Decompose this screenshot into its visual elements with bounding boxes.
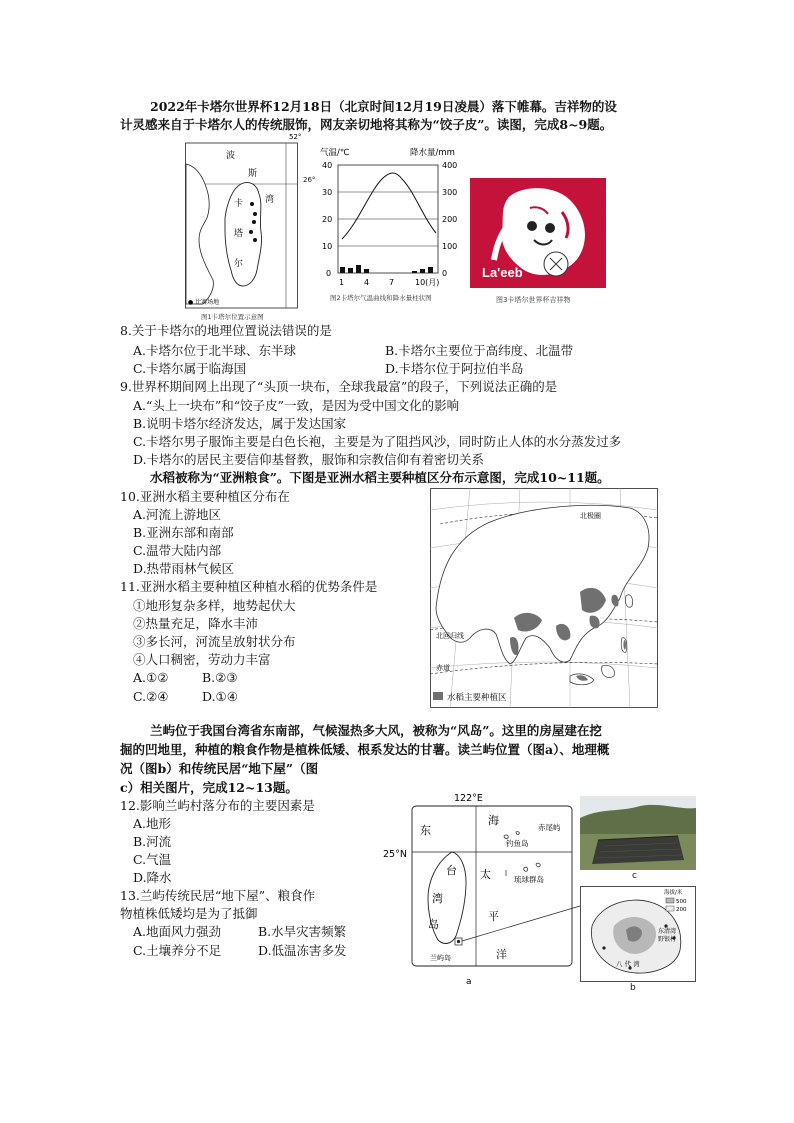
q11-stem: 11.亚洲水稻主要种植区种植水稻的优势条件是 [120, 579, 378, 594]
intro1-line1: 2022年卡塔尔世界杯12月18日（北京时间12月19日凌晨）落下帷幕。吉祥物的设 [150, 99, 617, 114]
figure-a-location-map [380, 790, 580, 990]
temp-tick-40: 40 [322, 161, 333, 170]
fig-a-char-wan: 湾 [432, 892, 443, 905]
fig1-caption: 图1卡塔尔位置示意图 [201, 313, 264, 321]
country-char-2: 塔 [234, 229, 244, 239]
fig-b-label: b [630, 983, 636, 993]
fig-a-char-yang: 洋 [496, 948, 507, 961]
q10-option-a[interactable]: A.河流上游地区 [133, 507, 222, 522]
ryukyu-label: 琉球群岛 [514, 875, 544, 884]
month-tick-7: 7 [389, 278, 395, 287]
diaoyu-label: 钓鱼岛 [506, 839, 529, 848]
month-tick-1: 1 [339, 278, 345, 287]
intro3-line3: 况（图b）和传统民居“地下屋”（图 [120, 761, 319, 776]
q11-item-4: ④人口稠密，劳动力丰富 [133, 652, 271, 667]
q8-stem: 8.关于卡塔尔的地理位置说法错误的是 [120, 323, 332, 338]
temp-tick-30: 30 [322, 188, 333, 197]
figure-b-lanyu-geography [580, 886, 696, 982]
altitude-legend-title: 海拔/米 [664, 890, 683, 896]
q10-option-d[interactable]: D.热带雨林气候区 [133, 561, 235, 576]
fig-a-char-tai: 台 [446, 864, 457, 877]
fig-a-char-dong: 东 [420, 824, 431, 837]
intro1-line2: 计灵感来自于卡塔尔人的传统服饰，网友亲切地将其称为“饺子皮”。读图，完成8~9题。 [120, 117, 613, 132]
country-char-3: 尔 [234, 259, 244, 269]
q8-option-b[interactable]: B.卡塔尔主要位于高纬度、北温带 [385, 343, 574, 358]
q9-stem: 9.世界杯期间网上出现了“头顶一块布，全球我最富”的段子，下列说法正确的是 [120, 379, 558, 394]
q11-item-3: ③多长河，河流呈放射状分布 [133, 634, 296, 649]
intro3-line2: 掘的凹地里，种植的粮食作物是植株低矮、根系发达的甘薯。读兰屿位置（图a）、地理概 [120, 742, 610, 757]
fig-a-char-ping: 平 [488, 910, 499, 923]
q8-option-a[interactable]: A.卡塔尔位于北半球、东半球 [133, 343, 297, 358]
q11-option-c[interactable]: C.②④ [133, 689, 169, 704]
gulf-char-1: 波 [226, 151, 236, 161]
q12-option-b[interactable]: B.河流 [133, 834, 172, 849]
fig-a-char-tai2: 太 [480, 868, 491, 881]
q10-stem: 10.亚洲水稻主要种植区分布在 [120, 489, 290, 504]
q11-item-1: ①地形复杂多样，地势起伏大 [133, 598, 296, 613]
precip-tick-0: 0 [442, 269, 448, 278]
asia-rice-map [430, 488, 658, 708]
q9-option-b[interactable]: B.说明卡塔尔经济发达，属于发达国家 [133, 416, 347, 431]
fig-a-lon-label: 122°E [454, 793, 483, 804]
precip-tick-200: 200 [442, 215, 458, 224]
figure1-qatar-map [185, 133, 316, 322]
climate-precip-axis-label: 降水量/mm [410, 148, 455, 158]
equator-label: 赤道 [436, 664, 450, 672]
q11-option-b[interactable]: B.②③ [202, 670, 238, 685]
q9-option-a[interactable]: A.“头上一块布”和“饺子皮”一致，是因为受中国文化的影响 [133, 398, 460, 413]
mascot-name-label: La'eeb [482, 265, 523, 280]
rice-legend-swatch [433, 692, 443, 700]
temp-tick-10: 10 [322, 242, 333, 251]
fig-a-lat-label: 25°N [383, 849, 407, 860]
gulf-char-2: 斯 [248, 169, 258, 179]
arctic-circle-label: 北极圈 [580, 512, 601, 520]
rice-legend-label: 水稻主要种植区 [447, 693, 507, 703]
tropic-of-cancer-label: 北回归线 [436, 632, 464, 640]
q9-option-d[interactable]: D.卡塔尔的居民主要信仰基督教，服饰和宗教信仰有着密切关系 [133, 452, 485, 467]
figure-c-underground-house-photo [580, 796, 696, 870]
fig1-lat-label: 26° [303, 176, 316, 184]
dongqing-bay-label: 东清湾 [658, 928, 677, 935]
country-char-1: 卡 [234, 199, 244, 209]
badai-bay-label: 八 代 湾 [616, 960, 640, 968]
fig-a-char-hai: 海 [488, 814, 499, 827]
q8-option-c[interactable]: C.卡塔尔属于临海国 [133, 361, 247, 376]
q11-option-a[interactable]: A.①② [133, 670, 169, 685]
fig3-caption: 图3卡塔尔世界杯吉祥物 [496, 296, 571, 304]
q13-option-d[interactable]: D.低温冻害多发 [258, 943, 347, 958]
fig-c-label: c [632, 871, 637, 881]
q8-option-d[interactable]: D.卡塔尔位于阿拉伯半岛 [385, 361, 524, 376]
yeyin-village-label: 野银村 [658, 936, 677, 943]
fig1-lon-label: 52° [289, 133, 302, 141]
lanyu-label: 兰屿岛 [430, 954, 451, 962]
q12-option-a[interactable]: A.地形 [133, 816, 172, 831]
q12-stem: 12.影响兰屿村落分布的主要因素是 [120, 798, 315, 813]
q9-option-c[interactable]: C.卡塔尔男子服饰主要是白色长袍，主要是为了阻挡风沙，同时防止人体的水分蒸发过多 [133, 434, 622, 449]
q10-option-b[interactable]: B.亚洲东部和南部 [133, 525, 234, 540]
altitude-legend-500: 500 [676, 899, 687, 905]
month-tick-10: 10(月) [415, 278, 440, 287]
q12-option-d[interactable]: D.降水 [133, 870, 172, 885]
temp-tick-20: 20 [322, 215, 333, 224]
figure2-climate-chart [318, 145, 466, 307]
gulf-char-3: 湾 [265, 195, 275, 205]
precip-tick-400: 400 [442, 161, 458, 170]
q13-option-c[interactable]: C.土壤养分不足 [133, 943, 222, 958]
fig2-caption: 图2卡塔尔气温曲线和降水量柱状图 [330, 294, 432, 302]
intro3-line4: c）相关图片，完成12~13题。 [120, 780, 298, 795]
q13-option-a[interactable]: A.地面风力强劲 [133, 924, 222, 939]
precip-tick-300: 300 [442, 188, 458, 197]
fig1-legend: ● 比赛场地 [188, 299, 220, 306]
altitude-legend-200: 200 [676, 907, 687, 913]
temp-tick-0: 0 [326, 269, 332, 278]
chiwei-label: 赤尾屿 [538, 823, 561, 832]
precip-tick-100: 100 [442, 242, 458, 251]
q13-stem-line1: 13.兰屿传统民居“地下屋”、粮食作 [120, 888, 316, 903]
q10-option-c[interactable]: C.温带大陆内部 [133, 543, 222, 558]
climate-temp-axis-label: 气温/℃ [320, 148, 350, 158]
q13-option-b[interactable]: B.水旱灾害频繁 [258, 924, 347, 939]
intro2-text: 水稻被称为“亚洲粮食”。下图是亚洲水稻主要种植区分布示意图，完成10~11题。 [150, 470, 610, 485]
intro3-line1: 兰屿位于我国台湾省东南部，气候湿热多大风，被称为“风岛”。这里的房屋建在挖 [150, 723, 602, 738]
figure3-mascot-image [470, 178, 606, 288]
fig-a-label: a [466, 977, 472, 987]
q11-option-d[interactable]: D.①④ [202, 689, 238, 704]
fig-a-char-dao: 岛 [428, 918, 439, 931]
q12-option-c[interactable]: C.气温 [133, 852, 172, 867]
month-tick-4: 4 [364, 278, 370, 287]
q13-stem-line2: 物植株低矮均是为了抵御 [120, 906, 258, 921]
q11-item-2: ②热量充足，降水丰沛 [133, 616, 259, 631]
